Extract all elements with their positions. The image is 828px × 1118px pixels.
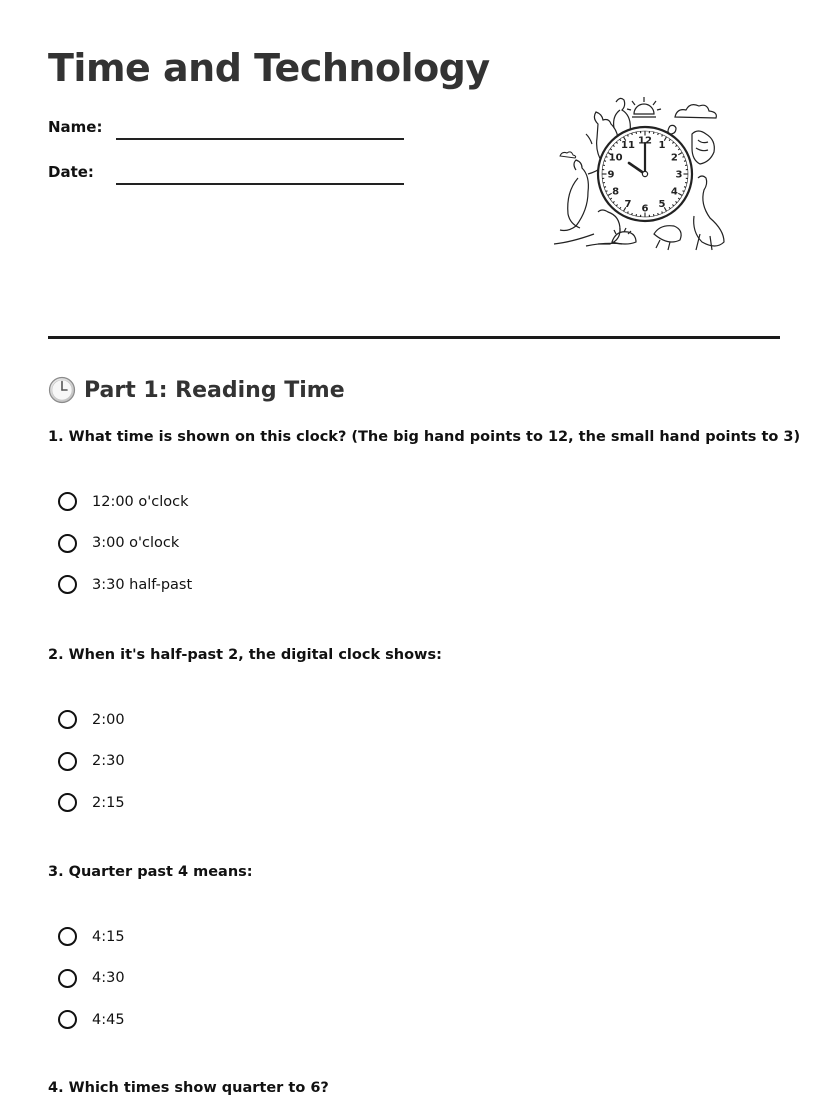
date-field — [48, 163, 408, 193]
option-q1-c[interactable] — [58, 564, 192, 606]
option-label: 2:15 — [92, 794, 125, 811]
option-q3-a[interactable] — [58, 916, 125, 958]
clock-with-animals-illustration — [550, 94, 735, 254]
option-label: 4:30 — [92, 970, 125, 987]
question-text: 3. Quarter past 4 means: — [48, 864, 253, 880]
clock-tick — [658, 213, 659, 215]
radio-button[interactable] — [58, 492, 77, 511]
question-text: 1. What time is shown on this clock? (The big hand points to 12, the small hand points to 3) — [48, 429, 801, 445]
radio-button[interactable] — [58, 927, 77, 946]
clock-tick — [632, 213, 633, 215]
radio-button[interactable] — [58, 1010, 77, 1029]
option-label: 4:15 — [92, 928, 125, 945]
radio-button[interactable] — [58, 710, 77, 729]
clock-number: 9 — [607, 169, 615, 181]
clock-number: 11 — [621, 140, 635, 152]
echidna-icon — [612, 228, 636, 244]
option-q3-b[interactable] — [58, 958, 125, 1000]
clock-number: 6 — [641, 203, 649, 215]
clock-face — [598, 127, 692, 221]
name-field — [48, 118, 408, 148]
clock-number: 10 — [608, 152, 623, 164]
radio-button[interactable] — [58, 575, 77, 594]
date-input-line[interactable] — [116, 183, 404, 185]
radio-button[interactable] — [58, 752, 77, 771]
clock-tick — [683, 191, 685, 192]
clock-tick — [662, 212, 663, 214]
options-group — [58, 481, 192, 606]
option-label: 3:00 o'clock — [92, 535, 180, 552]
radio-button[interactable] — [58, 969, 77, 988]
sun-icon — [627, 97, 661, 117]
question-2 — [48, 647, 808, 811]
clock-tick — [606, 191, 608, 192]
date-label: Date: — [48, 163, 94, 181]
option-label: 4:45 — [92, 1011, 125, 1028]
option-q2-b[interactable] — [58, 741, 125, 783]
question-3 — [48, 864, 808, 1028]
question-1 — [48, 429, 808, 593]
option-q2-c[interactable] — [58, 782, 125, 824]
small-cloud-icon — [560, 152, 576, 158]
section-divider — [48, 336, 780, 339]
kangaroo-icon — [554, 160, 594, 244]
clock-tick — [604, 187, 606, 188]
clock-number: 4 — [670, 186, 678, 198]
option-q1-a[interactable] — [58, 481, 192, 523]
part-1-title: Part 1: Reading Time — [84, 377, 345, 403]
clock-tick — [632, 133, 633, 135]
clock-number: 2 — [670, 152, 678, 164]
name-input-line[interactable] — [116, 138, 404, 140]
part-1-heading — [48, 374, 345, 406]
clock-tick — [628, 212, 629, 214]
worksheet-title: Time and Technology — [48, 46, 490, 90]
clock-tick — [683, 157, 685, 158]
clock-number: 1 — [658, 140, 666, 152]
question-text: 2. When it's half-past 2, the digital clock shows: — [48, 647, 442, 663]
clock-tick — [684, 187, 686, 188]
option-label: 12:00 o'clock — [92, 493, 189, 510]
clock-tick — [658, 133, 659, 135]
radio-button[interactable] — [58, 793, 77, 812]
radio-button[interactable] — [58, 534, 77, 553]
option-q2-a[interactable] — [58, 699, 125, 741]
option-label: 3:30 half-past — [92, 576, 193, 593]
question-4 — [48, 1080, 808, 1096]
options-group — [58, 916, 125, 1041]
option-q1-b[interactable] — [58, 523, 192, 565]
clock-number: 5 — [658, 198, 666, 210]
clock-icon — [48, 376, 76, 404]
clock-number: 7 — [624, 198, 632, 210]
clock-tick — [628, 135, 629, 137]
clock-number: 12 — [638, 135, 652, 147]
options-group — [58, 699, 125, 824]
name-label: Name: — [48, 118, 103, 136]
koala-icon — [586, 210, 622, 246]
platypus-icon — [654, 226, 681, 250]
emu-icon — [694, 176, 724, 250]
clock-tick — [662, 135, 663, 137]
clock-tick — [604, 161, 606, 162]
option-label: 2:00 — [92, 711, 125, 728]
question-text: 4. Which times show quarter to 6? — [48, 1080, 329, 1096]
cloud-icon — [675, 105, 716, 118]
option-label: 2:30 — [92, 753, 125, 770]
option-q3-c[interactable] — [58, 999, 125, 1041]
clock-tick — [684, 161, 686, 162]
clock-number: 8 — [612, 186, 620, 198]
clock-number: 3 — [675, 169, 683, 181]
clock-tick — [606, 157, 608, 158]
